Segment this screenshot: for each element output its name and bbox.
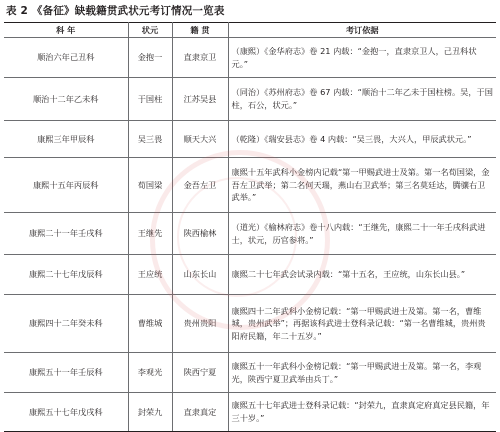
cell-zhuangyuan: 吴三畏 [128, 121, 172, 158]
cell-zhuangyuan: 于国柱 [128, 78, 172, 121]
cell-yiju: 康熙五十一年武科小金榜记载：“第一甲赐武进士及第。第一名，李观光，陕西宁夏卫武举由兵丁。” [228, 353, 496, 393]
cell-jiguan: 顺天大兴 [172, 121, 228, 158]
table-caption: 表 2 《备征》缺载籍贯武状元考订情况一览表 [6, 5, 225, 17]
cell-yiju: 康熙二十七年武会试录内载：“第十五名，王应统，山东长山县。” [228, 255, 496, 295]
cell-keke: 康熙五十一年壬辰科 [4, 353, 128, 393]
cell-yiju: 康熙四十二年武科小金榜记载：“第一甲赐武进士及第。第一名，曹维城，贵州武举”；再据该科武进士登科录记载：“第一名曹维城，贵州贵阳府民籍，年二十五岁。” [228, 295, 496, 353]
cell-zhuangyuan: 封荣九 [128, 393, 172, 432]
cell-keke: 康熙二十一年壬戌科 [4, 213, 128, 255]
header-row [4, 23, 496, 38]
table-header [4, 23, 496, 38]
header-zhuangyuan: 状元 [128, 23, 172, 38]
cell-yiju: （乾隆）《瑞安县志》卷 4 内载：“吴三畏，大兴人，甲辰武状元。” [228, 121, 496, 158]
cell-jiguan: 陕西榆林 [172, 213, 228, 255]
cell-jiguan: 山东长山 [172, 255, 228, 295]
cell-keke: 康熙五十七年戊戌科 [4, 393, 128, 432]
cell-jiguan: 江苏吴县 [172, 78, 228, 121]
cell-zhuangyuan: 王应统 [128, 255, 172, 295]
table-row [4, 78, 496, 121]
cell-keke: 康熙二十七年戊辰科 [4, 255, 128, 295]
table-row [4, 38, 496, 78]
cell-jiguan: 直隶真定 [172, 393, 228, 432]
table-row [4, 295, 496, 353]
cell-zhuangyuan: 荀国梁 [128, 158, 172, 213]
table-row [4, 393, 496, 432]
cell-jiguan: 陕西宁夏 [172, 353, 228, 393]
table-row [4, 213, 496, 255]
cell-zhuangyuan: 王继先 [128, 213, 172, 255]
cell-keke: 顺治十二年乙未科 [4, 78, 128, 121]
table-row [4, 255, 496, 295]
table-body [4, 38, 496, 432]
cell-keke: 康熙三年甲辰科 [4, 121, 128, 158]
cell-jiguan: 金吾左卫 [172, 158, 228, 213]
cell-zhuangyuan: 李观光 [128, 353, 172, 393]
header-yiju: 考订依据 [228, 23, 496, 38]
cell-yiju: 康熙五十七年武进士登科录记载：“封荣九，直隶真定府真定县民籍，年三十岁。” [228, 393, 496, 432]
table-row [4, 121, 496, 158]
table-row [4, 158, 496, 213]
cell-jiguan: 直隶京卫 [172, 38, 228, 78]
cell-yiju: （道光）《榆林府志》卷十八内载：“王继先，康熙二十一年壬戌科武进士，状元，历官参将。” [228, 213, 496, 255]
cell-yiju: （康熙）《金华府志》卷 21 内载：“金抱一，直隶京卫人，己丑科状元。” [228, 38, 496, 78]
cell-zhuangyuan: 曹维城 [128, 295, 172, 353]
cell-keke: 康熙十五年丙辰科 [4, 158, 128, 213]
cell-jiguan: 贵州贵阳 [172, 295, 228, 353]
cell-yiju: （同治）《苏州府志》卷 67 内载：“顺治十二年乙未于国柱榜。吴，于国柱，石公，状元。” [228, 78, 496, 121]
cell-yiju: 康熙十五年武科小金榜内记载“第一甲赐武进士及第。第一名荀国梁，金吾左卫武举；第二名何天瑞，燕山右卫武举；第三名莫廷达，腾骧右卫武举。” [228, 158, 496, 213]
cell-zhuangyuan: 金抱一 [128, 38, 172, 78]
table-row [4, 353, 496, 393]
cell-keke: 康熙四十二年癸未科 [4, 295, 128, 353]
header-jiguan: 籍 贯 [172, 23, 228, 38]
research-table [4, 22, 496, 432]
header-keke: 科 年 [4, 23, 128, 38]
cell-keke: 顺治六年己丑科 [4, 38, 128, 78]
